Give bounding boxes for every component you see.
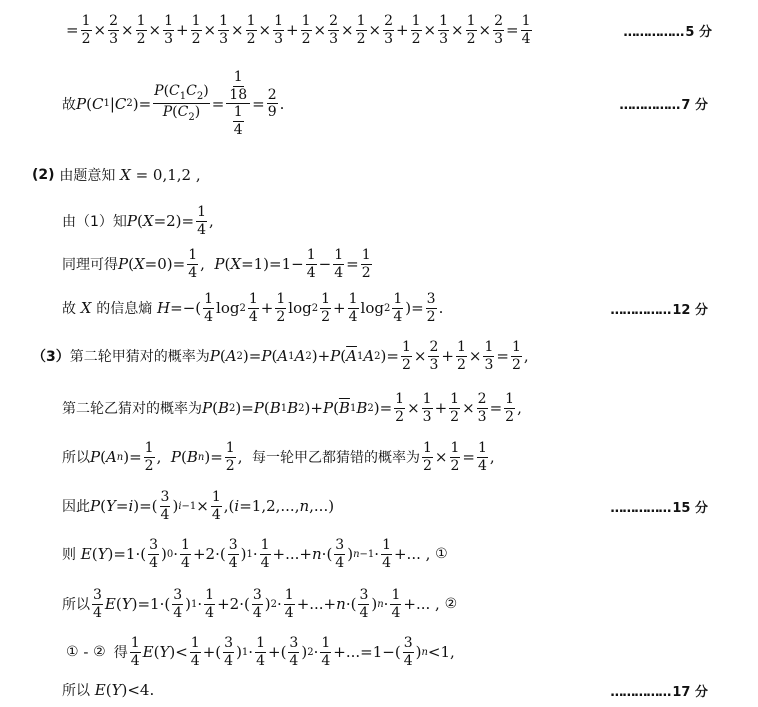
text-x-info: 的信息熵 bbox=[96, 301, 153, 318]
score-dots: …………… bbox=[610, 500, 671, 516]
conditional-probability: P ( C 1 | C 2 )= $\frac{P(C_1C_2)}{P(C_2)}$ = $\frac{\frac{1}{18}}{\frac{1}{4}}$ = $\frac{2}{9}$ . bbox=[76, 69, 285, 139]
score-dots: …………… bbox=[610, 684, 671, 700]
circled-1: ① bbox=[435, 546, 448, 563]
text-dei: 得 bbox=[113, 645, 128, 662]
score-5 bbox=[623, 21, 712, 40]
text-gu-x: 故 bbox=[62, 301, 76, 318]
text-p2: 由题意知 bbox=[59, 168, 116, 184]
score-dots: …………… bbox=[623, 24, 684, 40]
text-p3: 第二轮甲猜对的概率为 bbox=[69, 349, 210, 366]
text-ze: 则 bbox=[62, 547, 76, 564]
x-values: X = 0,1,2 , bbox=[120, 166, 201, 184]
text-yi: 第二轮乙猜对的概率为 bbox=[62, 401, 202, 418]
part-2-label: (2) bbox=[32, 167, 55, 183]
px2-expression: P ( X =2)= $\frac{1}{4}$ , bbox=[126, 204, 214, 238]
text-suoyi: 所以 bbox=[62, 450, 90, 467]
text-tongli: 同理可得 bbox=[62, 257, 118, 274]
line-7 bbox=[0, 340, 724, 372]
score-12 bbox=[610, 299, 708, 318]
px0-px1-expression: P ( X =0)= $\frac{1}{4}$ , P ( X =1)=1− $\frac{1}{4}$ − $\frac{1}{4}$ = $\frac{1}{2}$ bbox=[118, 247, 371, 281]
text-suoyi3: 所以 bbox=[62, 683, 90, 699]
both-wrong-expression: $\frac{1}{2}$ × $\frac{1}{2}$ = $\frac{1}{4}$ , bbox=[423, 440, 495, 474]
score-label: 5 分 bbox=[685, 24, 712, 40]
text-gu: 故 bbox=[62, 96, 76, 113]
score-dots: …………… bbox=[619, 98, 680, 114]
ey-expression: E ( Y )=1·( $\frac{3}{4}$ ) 0 · $\frac{1}{4}$ +2·( $\frac{3}{4}$ ) 1 · $\frac{1}{4}$ +...+ n ·( $\frac{3}{4}$ ) n−1 · $\frac{1}{4}$ +... , bbox=[80, 537, 436, 571]
ey-scaled-expression: $\frac{3}{4}$ E ( Y )=1·( $\frac{3}{4}$ ) 1 · $\frac{1}{4}$ +2·( $\frac{3}{4}$ ) 2 · $\frac{1}{4}$ +...+ n ·( $\frac{3}{4}$ ) n · $\frac{1}{4}$ +... , bbox=[93, 587, 445, 621]
circled-2: ② bbox=[444, 596, 458, 613]
difference-expression: $\frac{1}{4}$ E ( Y )< $\frac{1}{4}$ +( $\frac{3}{4}$ ) 1 · $\frac{1}{4}$ +( $\frac{3}{4}$ ) 2 · $\frac{1}{4}$ +...=1−( $\frac{3}{4}$ ) n <1, bbox=[130, 635, 455, 669]
entropy-expression: H =−( $\frac{1}{4}$ log 2 $\frac{1}{4}$ + $\frac{1}{2}$ log 2 $\frac{1}{2}$ + $\frac{1}{4}$ log 2 $\frac{1}{4}$ )= $\frac{3}{2}$ . bbox=[157, 291, 444, 325]
score-label: 17 分 bbox=[672, 684, 708, 700]
score-label: 12 分 bbox=[672, 302, 708, 318]
line-4 bbox=[0, 205, 754, 237]
score-7 bbox=[619, 94, 708, 113]
line-12 bbox=[0, 588, 754, 620]
line-10 bbox=[0, 490, 754, 522]
line-1 bbox=[0, 14, 758, 46]
line-14 bbox=[0, 680, 754, 700]
text-suoyi2: 所以 bbox=[62, 597, 90, 614]
pan-pbn-expression: P ( A n )= $\frac{1}{2}$ , P ( B n )= $\frac{1}{2}$ , bbox=[90, 440, 252, 474]
line-13: ① - ② 得 $\frac{1}{4}$ E ( Y )< $\frac{1}{4}$ +( $\frac{3}{4}$ ) 1 · $\frac{1}{4}$ +( $\frac{3}{4}$ ) 2 · $\frac{1}{4}$ +...=1−( $\frac{3}{4}$ ) n <1, bbox=[66, 635, 455, 669]
circled-2-ref: ② bbox=[93, 644, 106, 661]
line-8 bbox=[0, 392, 754, 424]
score-label: 15 分 bbox=[672, 500, 708, 516]
line-9 bbox=[0, 441, 754, 473]
text-cuowu: 每一轮甲乙都猜错的概率为 bbox=[252, 450, 420, 467]
score-15 bbox=[610, 497, 708, 516]
line-3 bbox=[0, 165, 724, 185]
score-17 bbox=[610, 681, 708, 700]
conclusion-expression: E ( Y )<4. bbox=[94, 681, 155, 699]
product-sum-expression: = $\frac{1}{2}$ × $\frac{2}{3}$ × $\frac{1}{2}$ × $\frac{1}{3}$ + $\frac{1}{2}$ × $\frac{1}{3}$ × $\frac{1}{2}$ × $\frac{1}{3}$ + $\frac{1}{2}$ × $\frac{2}{3}$ × $\frac{1}{2}$ × $\frac{2}{3}$ + $\frac{1}{2}$ × $\frac{1}{3}$ × $\frac{1}{2}$ × $\frac{2}{3}$ = $\frac{1}{4}$ bbox=[66, 13, 531, 47]
score-dots: …………… bbox=[610, 302, 671, 318]
py-distribution: P ( Y = i )=( $\frac{3}{4}$ ) i−1 × $\frac{1}{4}$ ,( i =1,2,..., n ,...) bbox=[90, 489, 335, 523]
circled-1-ref: ① bbox=[66, 644, 79, 661]
line-2 bbox=[0, 70, 754, 138]
text-you1: 由（1）知 bbox=[62, 214, 127, 231]
part-3-label: （3） bbox=[32, 349, 70, 366]
line-6: 故 X 的信息熵 H =−( $\frac{1}{4}$ log 2 $\frac{1}{4}$ + $\frac{1}{2}$ log 2 $\frac{1}{2}$ + $\frac{1}{4}$ log 2 $\frac{1}{4}$ )= $\frac{3}{2}$ . …………… 12 分 bbox=[62, 291, 708, 325]
line-11 bbox=[0, 538, 754, 570]
pb2-expression: P ( B 2 )= P ( B 1 B 2 )+ P ( $\overline{B}$ 1 B 2 )= $\frac{1}{2}$ × $\frac{1}{3}$ + $\frac{1}{2}$ × $\frac{2}{3}$ = $\frac{1}{2}$ , bbox=[202, 391, 522, 425]
text-yinci: 因此 bbox=[62, 499, 90, 516]
line-5 bbox=[0, 248, 754, 280]
score-label: 7 分 bbox=[681, 98, 708, 114]
pa2-expression: P ( A 2 )= P ( A 1 A 2 )+ P ( $\overline{A}$ 1 A 2 )= $\frac{1}{2}$ × $\frac{2}{3}$ + $\frac{1}{2}$ × $\frac{1}{3}$ = $\frac{1}{2}$ , bbox=[209, 339, 529, 373]
